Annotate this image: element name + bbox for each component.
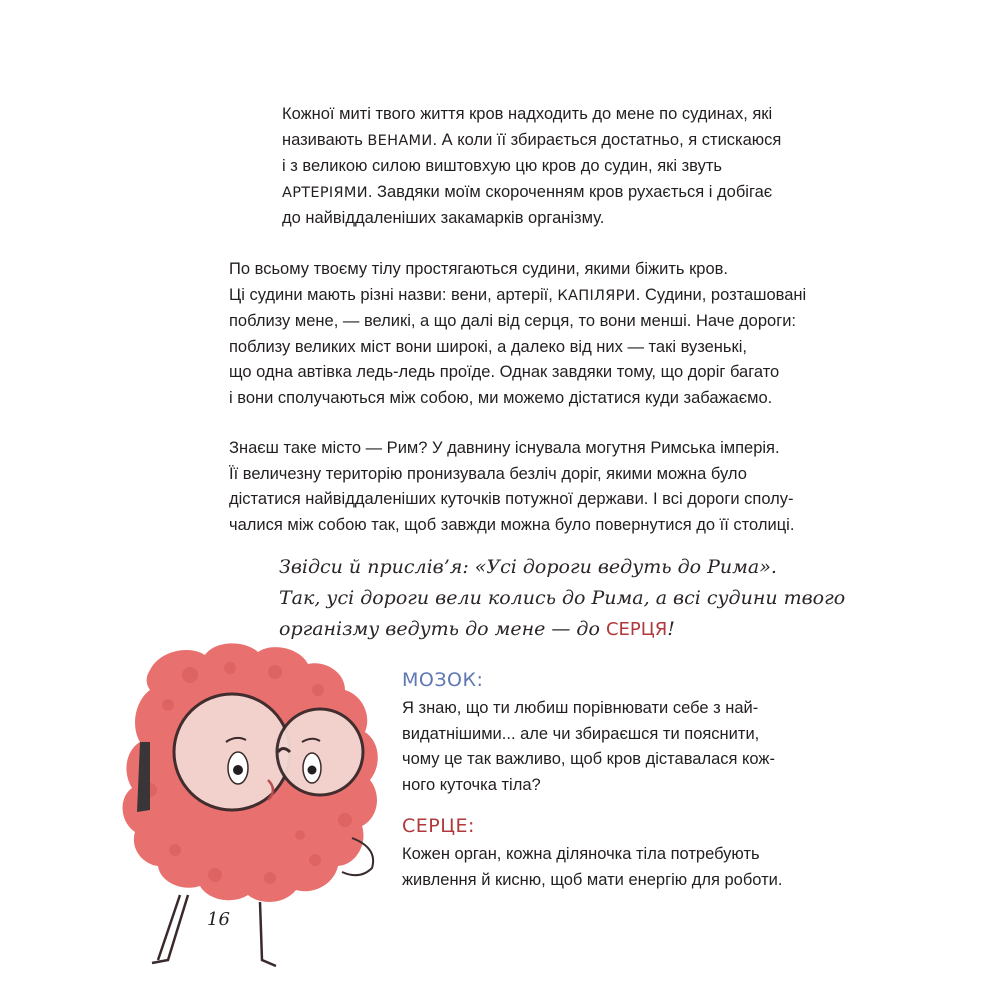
text-segment: що одна автівка ледь-ледь проїде. Однак завдяки тому, що доріг багато — [229, 363, 780, 381]
text-segment: . Завдяки моїм скороченням кров рухається і добігає — [367, 182, 773, 201]
text-segment: поблизу мене, — великі, а що далі від серця, то вони менші. Наче дороги: — [229, 312, 797, 330]
text-line — [279, 583, 845, 614]
text-segment: живлення й кисню, щоб мати енергію для роботи. — [402, 870, 783, 889]
text-segment: . Судини, розташовані — [635, 285, 807, 304]
highlighted-term: АРТЕРІЯМИ — [282, 184, 368, 201]
text-line — [229, 335, 806, 361]
text-line — [282, 180, 781, 207]
text-segment: Кожен орган, кожна діляночка тіла потребують — [402, 845, 760, 863]
text-line — [279, 614, 845, 645]
highlighted-term: КАПІЛЯРИ — [557, 287, 636, 304]
text-segment: чалися між собою так, щоб завжди можна було повернутися до її столиці. — [229, 515, 795, 534]
text-line — [402, 773, 775, 799]
text-segment: Звідси й прислів’я: «Усі дороги ведуть до Рима». — [279, 556, 777, 578]
text-segment: ного куточка тіла? — [402, 775, 541, 794]
brain-speaker-label: МОЗОК: — [402, 669, 484, 691]
heart-dialogue-text — [402, 842, 782, 893]
vessels-paragraph — [229, 257, 806, 411]
rome-paragraph — [229, 436, 794, 538]
text-line — [402, 842, 782, 868]
text-line — [229, 360, 806, 386]
text-segment: По всьому твоєму тілу простягаються судини, якими біжить кров. — [229, 260, 729, 278]
text-line — [279, 552, 845, 583]
text-line — [282, 206, 781, 232]
text-segment: поблизу великих міст вони широкі, а далеко від них — такі вузенькі, — [229, 337, 747, 356]
text-segment: дістатися найвіддаленіших куточків потужної держави. І всі дороги сполу- — [229, 490, 794, 508]
text-line — [402, 747, 775, 773]
text-segment: Її величезну територію пронизувала безліч доріг, якими можна було — [229, 464, 747, 483]
text-segment: Кожної миті твого життя кров надходить до мене по судинах, які — [282, 105, 773, 123]
text-line — [402, 722, 775, 748]
text-segment: чому це так важливо, щоб кров діставалася кож- — [402, 750, 775, 768]
text-line — [229, 283, 806, 310]
glasses-icon — [174, 694, 363, 810]
text-segment: Так, усі дороги вели колись до Рима, а всі судини твого — [279, 587, 846, 609]
text-line — [229, 257, 806, 283]
text-segment: Ці судини мають різні назви: вени, артерії, — [229, 285, 558, 304]
text-line — [229, 309, 806, 335]
proverb-quote — [279, 552, 845, 645]
heart-speaker-label: СЕРЦЕ: — [402, 815, 475, 837]
text-segment: Знаєш таке місто — Рим? У давнину існувала могутня Римська імперія. — [229, 439, 780, 457]
text-line — [229, 513, 794, 539]
text-segment: і вони сполучаються між собою, ми можемо дістатися куди забажаємо. — [229, 388, 773, 407]
text-line — [402, 868, 782, 894]
text-line — [229, 386, 806, 412]
text-line — [229, 436, 794, 462]
text-segment: і з великою силою виштовхую цю кров до судин, які звуть — [282, 157, 722, 175]
text-segment: до найвіддаленіших закамарків організму. — [282, 209, 605, 227]
text-line — [229, 462, 794, 488]
text-segment: . А коли її збирається достатньо, я стискаюся — [432, 130, 782, 149]
text-segment: називають — [282, 130, 368, 149]
text-line — [402, 696, 775, 722]
highlighted-term: СЕРЦЯ — [605, 619, 668, 640]
intro-paragraph — [282, 102, 781, 232]
text-segment: Я знаю, що ти любиш порівнювати себе з най- — [402, 699, 759, 717]
brain-dialogue-text — [402, 696, 775, 798]
text-segment: ! — [667, 618, 675, 640]
text-line — [282, 128, 781, 155]
text-line — [229, 487, 794, 513]
text-line — [282, 102, 781, 128]
page-number: 16 — [207, 909, 230, 930]
text-line — [282, 154, 781, 180]
text-segment: організму ведуть до мене — до — [279, 618, 606, 640]
text-segment: видатнішими... але чи збираєшся ти пояснити, — [402, 724, 760, 743]
highlighted-term: ВЕНАМИ — [367, 132, 433, 149]
legs — [152, 895, 276, 966]
